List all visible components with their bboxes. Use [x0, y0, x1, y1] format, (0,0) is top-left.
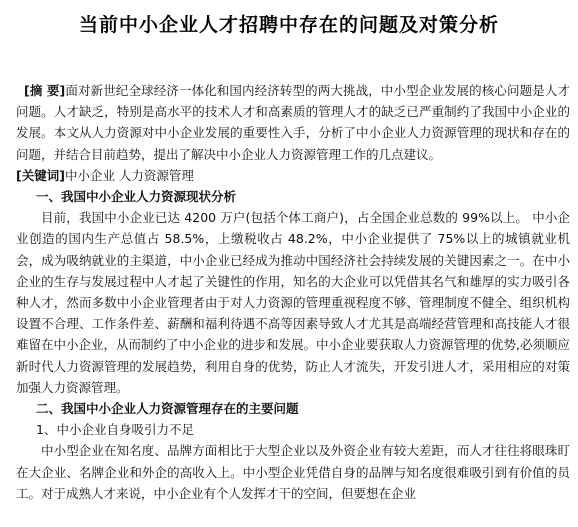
keywords-text: 中小企业 人力资源管理: [64, 167, 194, 183]
section-heading-1: 一、我国中小企业人力资源现状分析: [36, 189, 237, 205]
abstract-label: [摘 要]: [24, 83, 66, 98]
document-body: [16, 80, 570, 504]
abstract-paragraph: [16, 80, 570, 165]
subsection-paragraph-1: 中小型企业在知名度、品牌方面相比于大型企业以及外资企业有较大差距，而人才往往将眼珠盯在大企业、名牌企业和外企的高收入上。中小型企业凭借自身的品牌与知名度很难吸引到有价值的员工。对于成熟人才来说，中小企业有个人发挥才干的空间，但要想在企业: [16, 443, 570, 501]
subsection-heading-1: 1、中小企业自身吸引力不足: [36, 422, 194, 438]
document-title: 当前中小企业人才招聘中存在的问题及对策分析: [78, 14, 499, 36]
keywords-label: [关键词]: [16, 167, 65, 183]
abstract-text: 面对新世纪全球经济一体化和国内经济转型的两大挑战，中小型企业发展的核心问题是人才问题。人才缺乏，特别是高水平的技术人才和高素质的管理人才的缺乏已严重制约了我国中小企业的发展。本文从人力资源对中小企业发展的重要性入手，分析了中小企业人力资源管理的现状和存在的问题，并结合目前趋势，提出了解决中小企业人力资源管理工作的几点建议。: [16, 83, 570, 162]
section-paragraph-1: 目前，我国中小企业已达 4200 万户(包括个体工商户)，占全国企业总数的 99%以上。 中小企业创造的国内生产总值占 58.5%，上缴税收占 48.2%，中小企业提供了 75%以上的城镇就业机会，成为吸纳就业的主渠道，中小企业已经成为推动中国经济社会持续发展的关键因素之一。在中小企业的生存与发展过程中人才起了关键性的作用，知名的大企业可以凭借其名气和雄厚的实力吸引各种人才，然而多数中小企业管理者由于对人力资源的管理重视程度不够、管理制度不健全、组织机构设置不合理、工作条件差、薪酬和福利待遇不高等因素导致人才尤其是高端经营管理和高技能人才很难留在中小企业，从而制约了中小企业的进步和发展。中小企业要获取人力资源管理的优势,必须顺应新时代人力资源管理的发展趋势，利用自身的优势，防止人才流失，开发引进人才，采用相应的对策加强人力资源管理。: [16, 210, 570, 395]
keywords-line: [16, 165, 570, 186]
section-heading-2: 二、我国中小企业人力资源管理存在的主要问题: [36, 401, 299, 417]
